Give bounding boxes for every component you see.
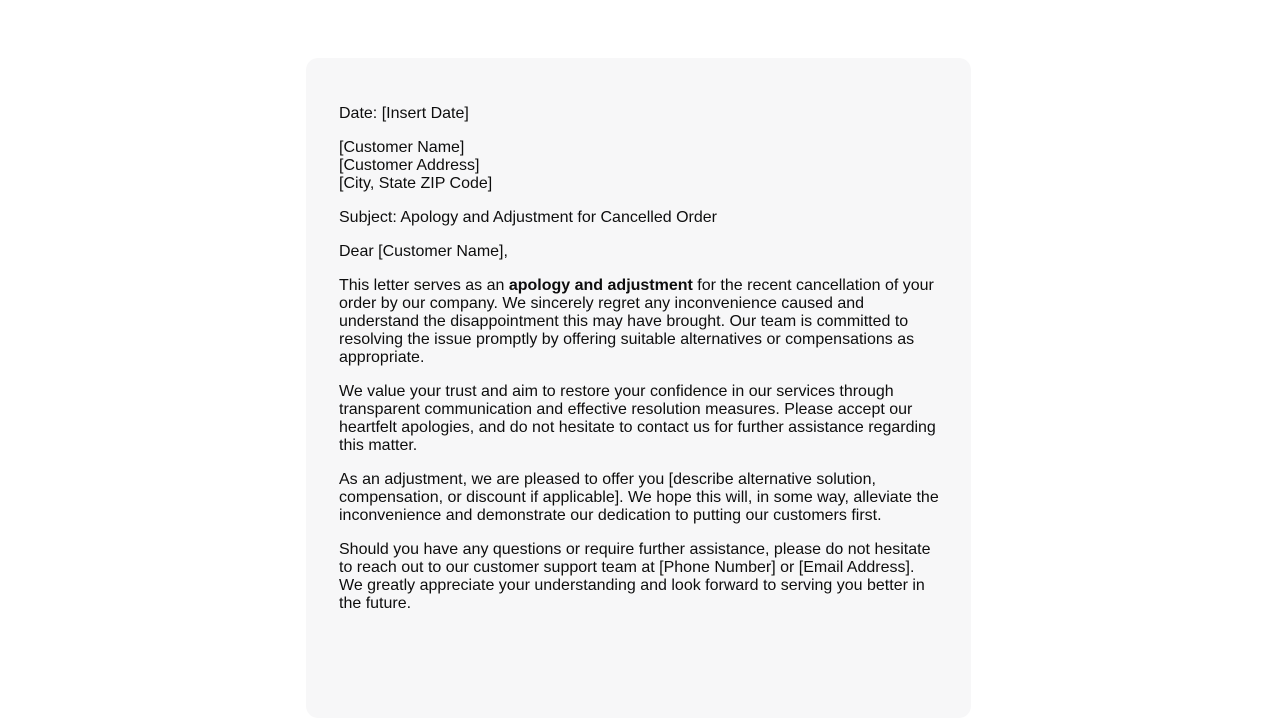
recipient-address-line: [Customer Address] [339,157,480,174]
greeting-line: Dear [Customer Name], [339,243,508,260]
paragraph-adjustment-offer: As an adjustment, we are pleased to offer you [describe alternative solution, compensation, or discount if applicable]. We hope this will, in some way, alleviate the inconvenience and demonstrate our dedication to putting our customers first. [339,471,939,524]
paragraph-apology [339,277,940,367]
letter-card [306,58,971,718]
paragraph-apology-pre: This letter serves as an [339,277,509,294]
recipient-name-line: [Customer Name] [339,139,465,156]
recipient-city-state-zip-line: [City, State ZIP Code] [339,175,493,192]
letter-body [339,105,940,613]
paragraph-support-contact: Should you have any questions or require further assistance, please do not hesitate to reach out to our customer support team at [Phone Number] or [Email Address]. We greatly appreciate your understanding and look forward to serving you better in the future. [339,541,931,612]
bold-apology-and-adjustment: apology and adjustment [508,277,693,294]
paragraph-apology-post: for the recent cancellation of your order by our company. We sincerely regret any inconvenience caused and understand the disappointment this may have brought. Our team is committed to resolving the issue promptly by offering suitable alternatives or compensations as appropriate. [339,277,934,366]
paragraph-trust: We value your trust and aim to restore your confidence in our services through transparent communication and effective resolution measures. Please accept our heartfelt apologies, and do not hesitate to contact us for further assistance regarding this matter. [339,383,936,454]
recipient-address-block [339,139,940,193]
subject-line: Subject: Apology and Adjustment for Cancelled Order [339,209,717,226]
date-line: Date: [Insert Date] [339,105,469,122]
